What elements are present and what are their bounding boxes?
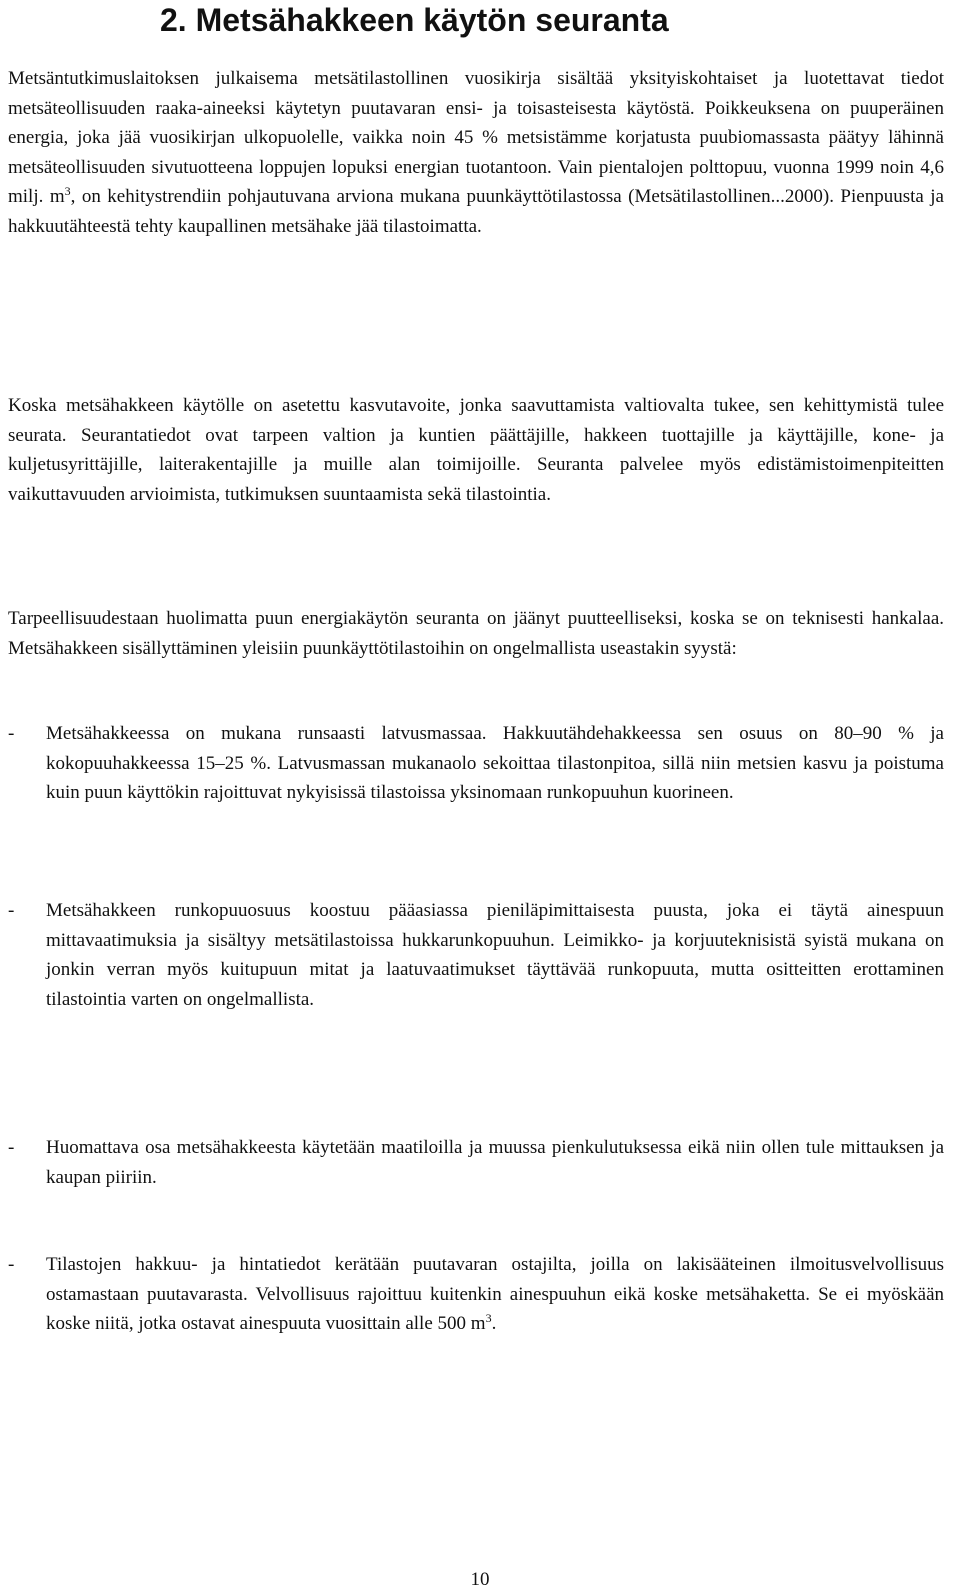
list-item bbox=[8, 896, 944, 1014]
list-item-text: Metsähakkeen runkopuuosuus koostuu pääasiassa pieniläpimittaisesta puusta, joka ei täytä ainespuun mittavaatimuksia ja sisältyy metsätilastoissa hukkarunkopuuhun. Leimikko- ja korjuuteknisistä syistä mukana on jonkin verran myös kuitupuun mitat ja laatuvaatimukset täyttävää runkopuuta, mutta ositteitten erottaminen tilastointia varten on ongelmallista. bbox=[46, 900, 944, 1010]
superscript-cubic: 3 bbox=[485, 1311, 492, 1325]
list-item-text-part: Tilastojen hakkuu- ja hintatiedot kerätään puutavaran ostajilta, joilla on lakisääteinen ilmoitusvelvollisuus ostamastaan puutavarasta. Velvollisuus rajoittuu kuitenkin ainespuuhun eikä koske metsähaketta. Se ei myöskään koske niitä, jotka ostavat ainespuuta vuosittain alle 500 m bbox=[46, 1254, 944, 1334]
list-dash: - bbox=[8, 1254, 15, 1275]
paragraph-problems: Tarpeellisuudestaan huolimatta puun energiakäytön seuranta on jäänyt puutteelliseksi, koska se on teknisesti hankalaa. Metsähakkeen sisällyttäminen yleisiin puunkäyttötilastoihin on ongelmallista useastakin syystä: bbox=[8, 608, 944, 659]
list-item-text-end: . bbox=[491, 1313, 497, 1334]
list-item-text: Huomattava osa metsähakkeesta käytetään maatiloilla ja muussa pienkulutuksessa eikä niin ollen tule mittauksen ja kaupan piiriin. bbox=[46, 1137, 944, 1188]
superscript-cubic: 3 bbox=[64, 184, 71, 198]
section-heading: 2. Metsähakkeen käytön seuranta bbox=[160, 2, 669, 38]
list-dash: - bbox=[8, 900, 15, 921]
paragraph-monitoring: Koska metsähakkeen käytölle on asetettu kasvutavoite, jonka saavuttamista valtiovalta tukee, sen kehittymistä tulee seurata. Seurantatiedot ovat tarpeen valtion ja kuntien päättäjille, hakkeen tuottajille ja käyttäjille, kone- ja kuljetusyrittäjille, laiterakentajille ja muille alan toimijoille. Seuranta palvelee myös edistämistoimenpiteitten vaikuttavuuden arvioimista, tutkimuksen suuntaamista sekä tilastointia. bbox=[8, 395, 944, 505]
paragraph-intro bbox=[8, 64, 944, 241]
paragraph-intro-text: Metsäntutkimuslaitoksen julkaisema metsätilastollinen vuosikirja sisältää yksityiskohtaiset ja luotettavat tiedot metsäteollisuuden raaka-aineeksi käytetyn puutavaran ensi- ja toisasteisesta käytöstä. Poikkeuksena on puuperäinen energia, joka jää vuosikirjan ulkopuolelle, vaikka noin 45 % metsistämme korjatusta puubiomassasta päätyy lähinnä metsäteollisuuden sivutuotteena loppujen lopuksi energian tuotantoon. Vain pientalojen polttopuu, vuonna 1999 noin 4,6 milj. m bbox=[8, 68, 944, 207]
paragraph-intro-text-cont: , on kehitystrendiin pohjautuvana arviona mukana puunkäyttötilastossa (Metsätilastollinen...2000). Pienpuusta ja hakkuutähteestä tehty kaupallinen metsähake jää tilastoimatta. bbox=[8, 186, 944, 237]
list-item-text bbox=[46, 1250, 944, 1339]
list-item-text: Metsähakkeessa on mukana runsaasti latvusmassaa. Hakkuutähdehakkeessa sen osuus on 80–90 % ja kokopuuhakkeessa 15–25 %. Latvusmassan mukanaolo sekoittaa tilastonpitoa, sillä niin metsien kasvu ja poistuma kuin puun käyttökin rajoittuvat nykyisissä tilastoissa yksinomaan runkopuuhun kuorineen. bbox=[46, 723, 944, 803]
list-item bbox=[8, 1250, 944, 1339]
list-item bbox=[8, 719, 944, 808]
list-dash: - bbox=[8, 723, 15, 744]
list-dash: - bbox=[8, 1137, 15, 1158]
page-number: 10 bbox=[470, 1569, 490, 1590]
list-item bbox=[8, 1133, 944, 1192]
